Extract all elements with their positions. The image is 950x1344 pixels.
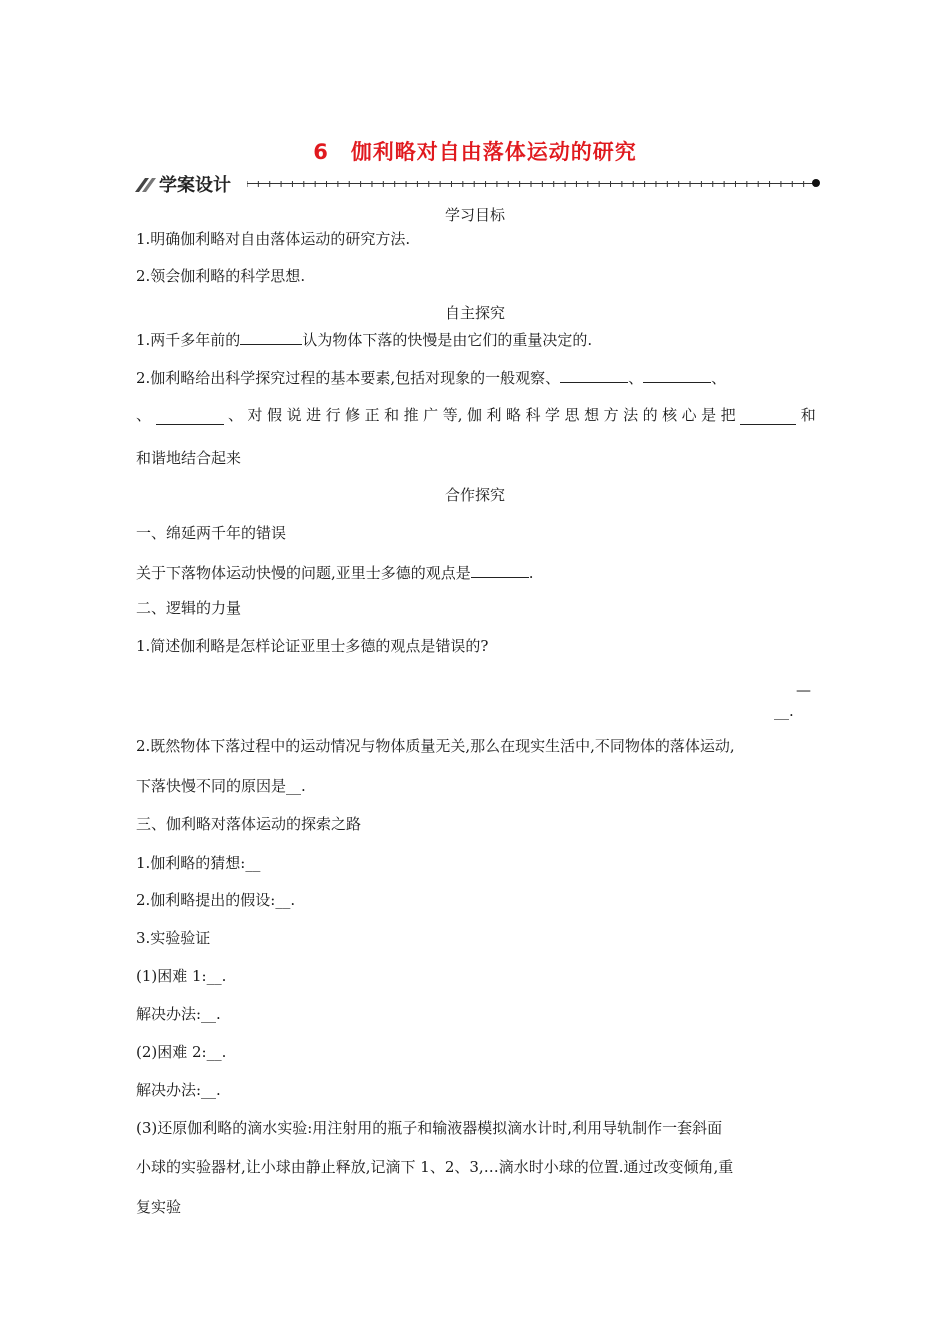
text-fragment: 、	[136, 406, 152, 424]
banner-ticks	[247, 179, 815, 189]
text-fragment: 是	[701, 406, 717, 424]
self-item-1-start: 1.两千多年前的	[136, 331, 241, 349]
part-2-question-1: 1.简述伽利略是怎样论证亚里士多德的观点是错误的?	[136, 637, 489, 655]
coop-heading: 合作探究	[444, 486, 505, 504]
page-title	[0, 136, 950, 166]
section-banner	[135, 170, 820, 198]
experiment-line-1: (3)还原伽利略的滴水实验:用注射用的瓶子和输液器模拟滴水计时,利用导轨制作一套斜面	[136, 1119, 723, 1137]
text-fragment: 等,	[442, 406, 463, 424]
answer-blank[interactable]	[643, 366, 711, 383]
text-fragment: 和	[384, 406, 400, 424]
self-item-2-line-3: 和谐地结合起来	[136, 449, 242, 467]
text-fragment: 利	[486, 406, 502, 424]
part-3-item-2: 2.伽利略提出的假设:__.	[136, 891, 296, 909]
text-fragment: 和	[800, 406, 816, 424]
separator: 、	[711, 369, 727, 387]
goals-heading: 学习目标	[444, 206, 505, 224]
solution-2: 解决办法:__.	[136, 1081, 221, 1099]
part-2-heading: 二、逻辑的力量	[136, 599, 242, 617]
goal-2: 2.领会伽利略的科学思想.	[136, 267, 306, 285]
self-item-2-text: 2.伽利略给出科学探究过程的基本要素,包括对现象的一般观察、	[136, 369, 561, 387]
text-fragment: 进	[306, 406, 322, 424]
experiment-line-2: 小球的实验器材,让小球由静止释放,记滴下 1、2、3,…滴水时小球的位置.通过改变倾角,重	[136, 1158, 734, 1176]
answer-blank[interactable]	[156, 408, 224, 425]
text-fragment: 广	[423, 406, 439, 424]
text-fragment: 方	[603, 406, 619, 424]
lesson-title: 伽利略对自由落体运动的研究	[350, 140, 637, 164]
text-fragment: 对	[247, 406, 263, 424]
part-1-question	[136, 561, 534, 583]
banner-label	[135, 170, 231, 198]
text-fragment: 学	[545, 406, 561, 424]
part-2-question-2-line-1: 2.既然物体下落过程中的运动情况与物体质量无关,那么在现实生活中,不同物体的落体运动,	[136, 737, 735, 755]
part-3-item-1: 1.伽利略的猜想:__	[136, 854, 261, 872]
difficulty-1: (1)困难 1:__.	[136, 967, 227, 985]
self-item-1-end: 认为物体下落的快慢是由它们的重量决定的.	[302, 331, 593, 349]
self-item-1	[136, 328, 592, 350]
part-3-item-3: 3.实验验证	[136, 929, 211, 947]
part-3-heading: 三、伽利略对落体运动的探索之路	[136, 815, 362, 833]
text-fragment: 略	[506, 406, 522, 424]
answer-blank[interactable]	[240, 328, 302, 345]
text-fragment: 说	[286, 406, 302, 424]
experiment-line-3: 复实验	[136, 1198, 182, 1216]
text-fragment: 的	[642, 406, 658, 424]
answer-blank[interactable]	[471, 561, 529, 578]
text-fragment: 科	[525, 406, 541, 424]
text-fragment: 正	[364, 406, 380, 424]
answer-blank[interactable]	[740, 408, 796, 425]
text-fragment: 推	[403, 406, 419, 424]
text-fragment: 想	[584, 406, 600, 424]
text-fragment: 心	[681, 406, 697, 424]
text-fragment: 把	[720, 406, 736, 424]
period: .	[528, 564, 534, 582]
text-fragment: 假	[267, 406, 283, 424]
solution-1: 解决办法:__.	[136, 1005, 221, 1023]
part-1-heading: 一、绵延两千年的错误	[136, 524, 287, 542]
self-item-2-line-2	[136, 405, 816, 425]
self-study-heading: 自主探究	[444, 304, 505, 322]
answer-blank-end[interactable]: __.	[774, 702, 794, 720]
self-item-2-line-1	[136, 366, 726, 388]
banner-stripe-icon	[135, 176, 157, 192]
text-fragment: 修	[345, 406, 361, 424]
text-fragment: 、	[228, 406, 244, 424]
text-fragment: 行	[325, 406, 341, 424]
part-2-question-2-line-2: 下落快慢不同的原因是__.	[136, 777, 306, 795]
text-fragment: 思	[564, 406, 580, 424]
lesson-number: 6	[313, 140, 329, 164]
separator: 、	[628, 369, 644, 387]
banner-end-dot	[812, 179, 820, 187]
banner-text: 学案设计	[159, 175, 231, 196]
goal-1: 1.明确伽利略对自由落体运动的研究方法.	[136, 230, 411, 248]
answer-blank[interactable]	[560, 366, 628, 383]
text-fragment: 法	[623, 406, 639, 424]
text-fragment: 核	[662, 406, 678, 424]
text-fragment: 伽	[466, 406, 482, 424]
answer-dash[interactable]: —	[796, 681, 811, 699]
part-1-question-text: 关于下落物体运动快慢的问题,亚里士多德的观点是	[136, 564, 471, 582]
difficulty-2: (2)困难 2:__.	[136, 1043, 227, 1061]
